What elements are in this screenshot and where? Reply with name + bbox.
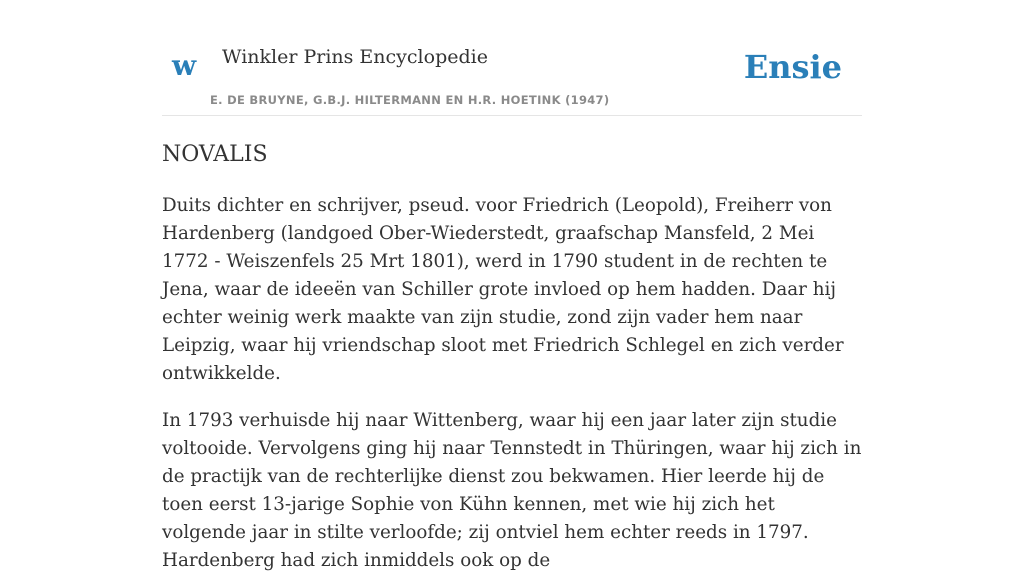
article-paragraph-2: In 1793 verhuisde hij naar Wittenberg, waar hij een jaar later zijn studie voltooide. Vervolgens ging hij naar Tennstedt in Thüringen, waar hij zich in de practijk van de rechterlijke dienst zou bekwamen. Hier leerde hij de toen eerst 13-jarige Sophie von Kühn kennen, met wie hij zich het volgende jaar in stilte verloofde; zij ontviel hem echter reeds in 1797. Hardenberg had zich inmiddels ook op de [162,410,862,572]
source-authors: E. DE BRUYNE, G.B.J. HILTERMANN EN H.R. HOETINK (1947) [210,93,610,107]
source-logo-icon[interactable]: w [172,49,197,82]
source-title-link[interactable]: Winkler Prins Encyclopedie [222,46,488,68]
article-paragraph-1: Duits dichter en schrijver, pseud. voor Friedrich (Leopold), Freiherr von Hardenberg (landgoed Ober-Wiederstedt, graafschap Mansfeld, 2 Mei 1772 - Weiszenfels 25 Mrt 1801), werd in 1790 student in de rechten te Jena, waar de ideeën van Schiller grote invloed op hem hadden. Daar hij echter weinig werk maakte van zijn studie, zond zijn vader hem naar Leipzig, waar hij vriendschap sloot met Friedrich Schlegel en zich verder ontwikkelde. [162,195,844,385]
article-title: NOVALIS [162,142,268,167]
page-container [162,0,862,575]
ensie-logo-link[interactable]: Ensie [743,48,842,86]
source-header [162,0,862,116]
